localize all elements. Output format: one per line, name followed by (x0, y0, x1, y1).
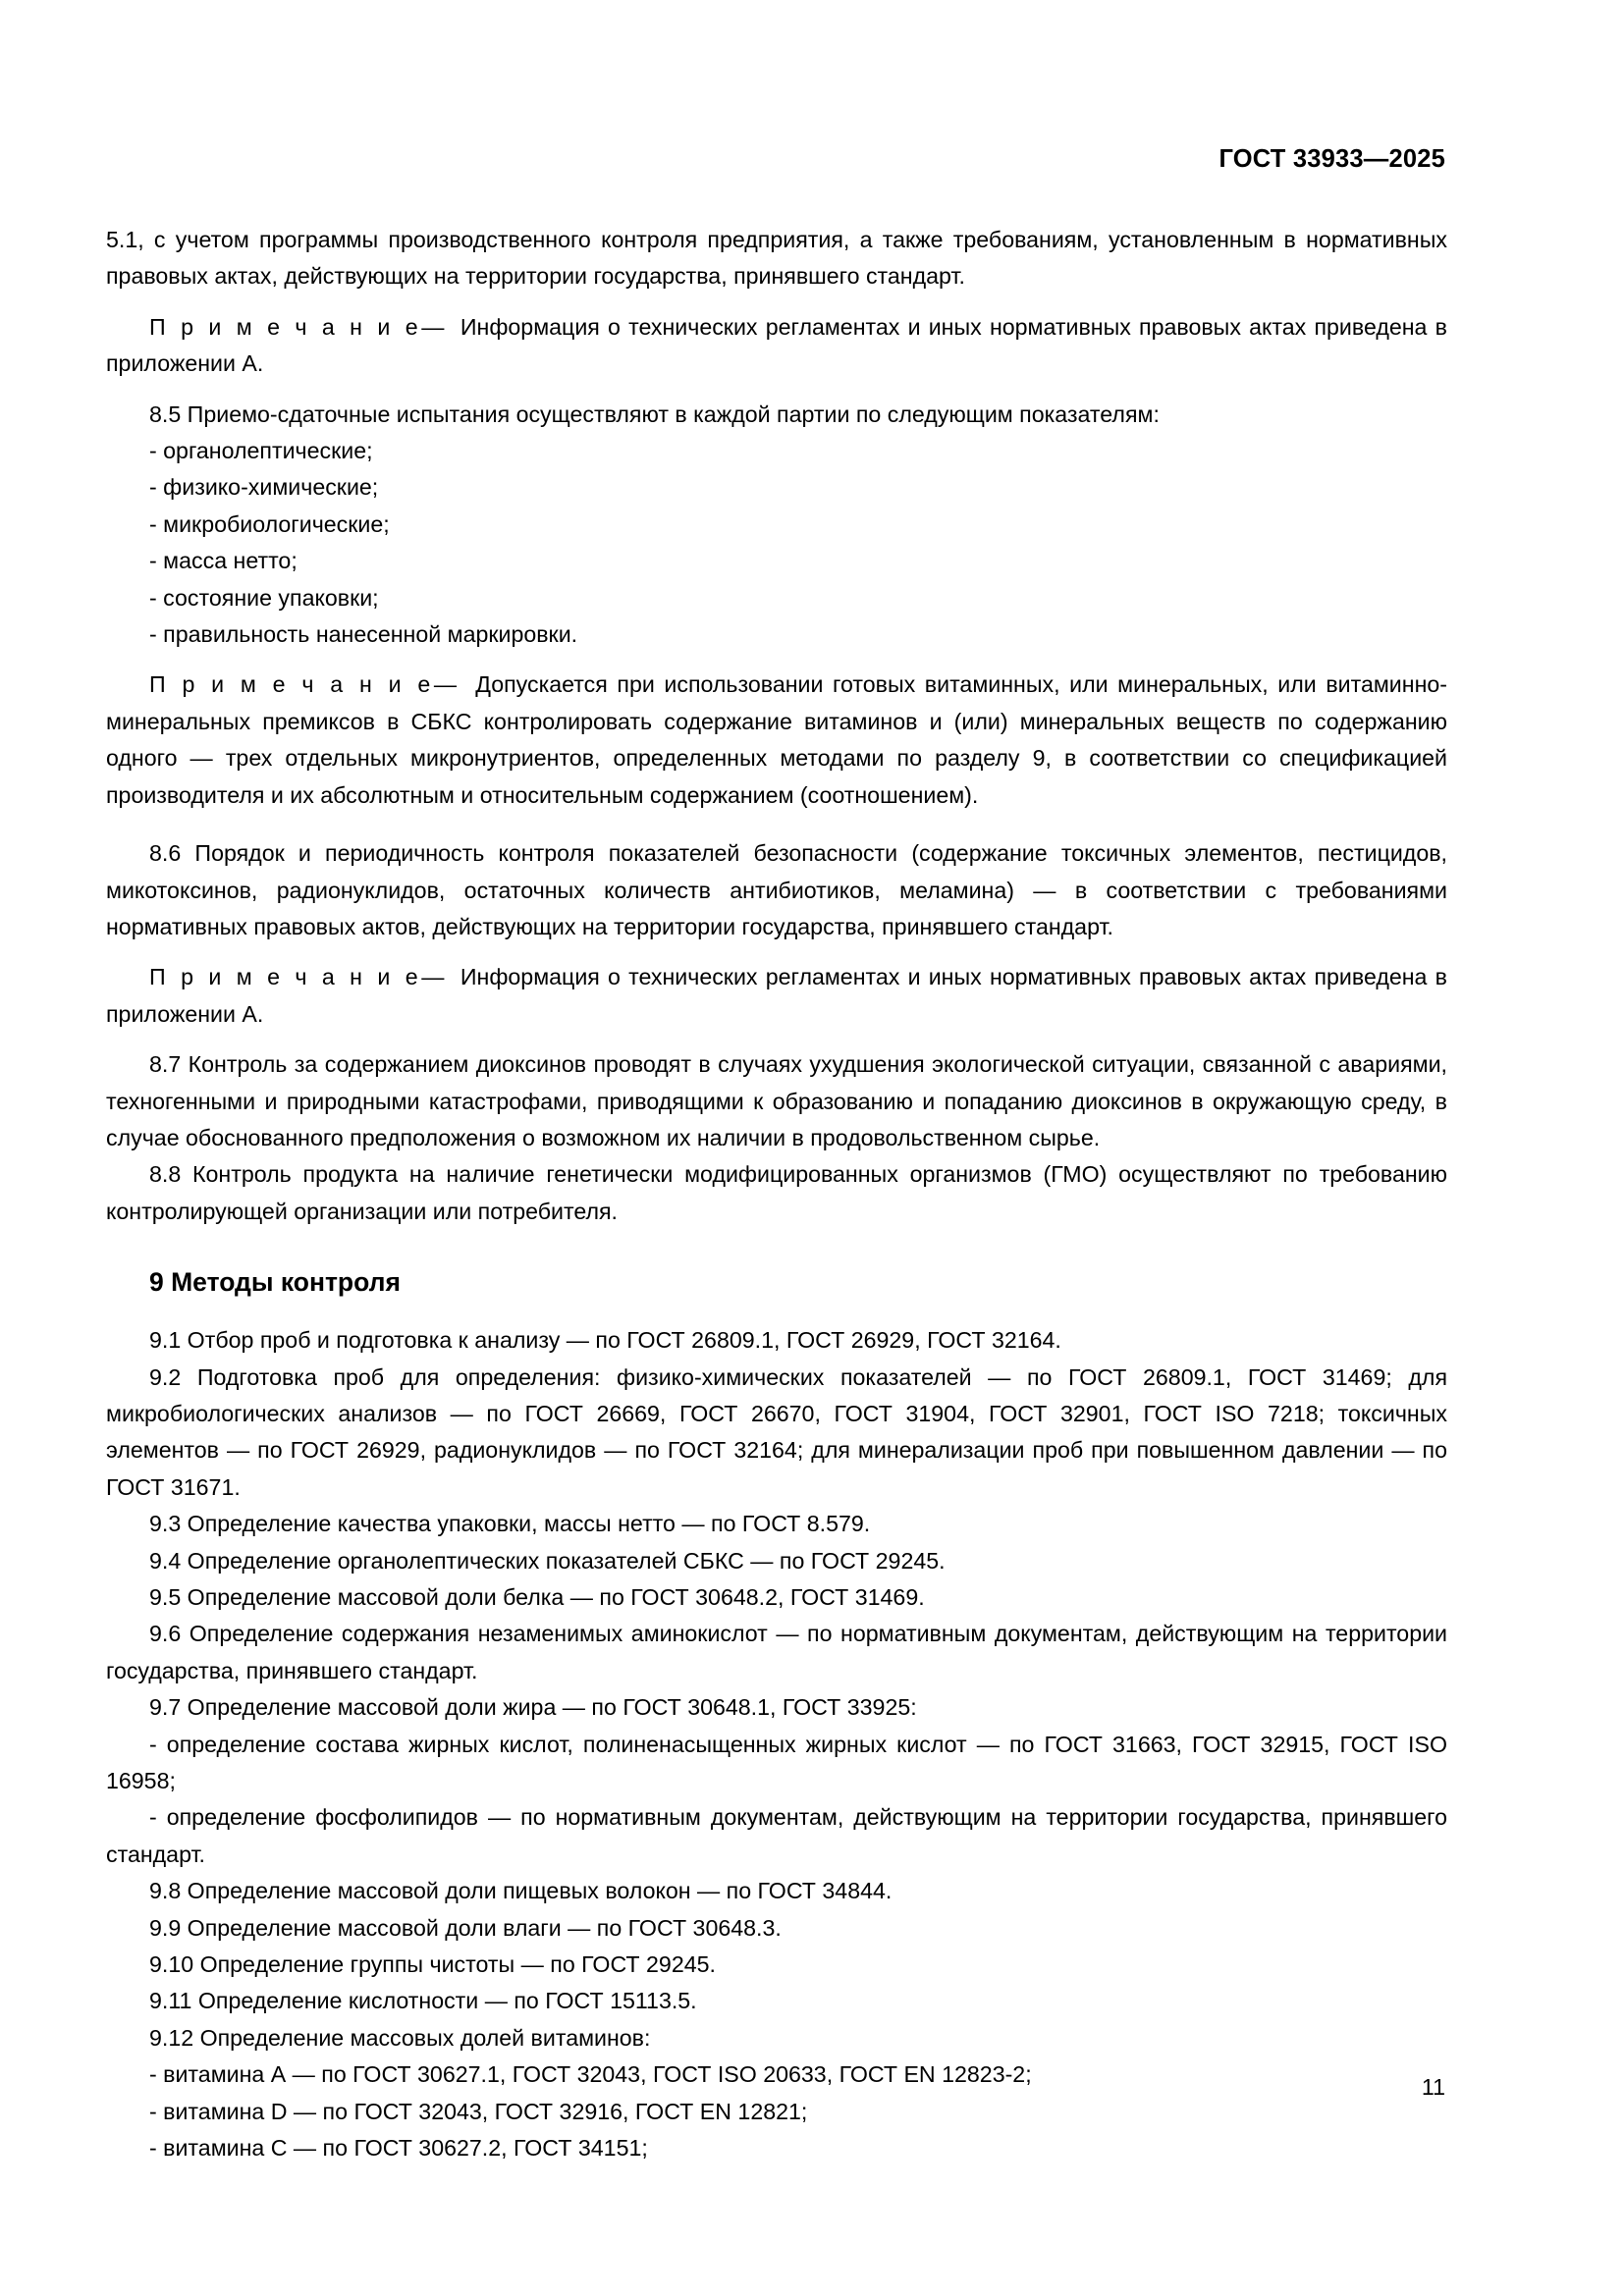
section-heading-9: 9 Методы контроля (149, 1267, 401, 1298)
list-item: - определение состава жирных кислот, полиненасыщенных жирных кислот — по ГОСТ 31663, ГОСТ 32915, ГОСТ ISO 16958; (106, 1731, 1447, 1794)
list-item: - витамина D — по ГОСТ 32043, ГОСТ 32916, ГОСТ EN 12821; (149, 2098, 808, 2124)
note-2-dash: — (433, 671, 458, 698)
paragraph-9-4: 9.4 Определение органолептических показателей СБКС — по ГОСТ 29245. (149, 1547, 946, 1574)
note-2 (106, 667, 1447, 814)
note-1 (106, 309, 1447, 383)
note-3-text: Информация о технических регламентах и иных нормативных правовых актах приведена в приложении А. (106, 964, 1447, 1027)
paragraph-9-12: 9.12 Определение массовых долей витаминов: (149, 2024, 651, 2051)
note-1-label: П р и м е ч а н и е (149, 313, 422, 340)
paragraph-9-7: 9.7 Определение массовой доли жира — по ГОСТ 30648.1, ГОСТ 33925: (149, 1694, 917, 1721)
page-header-standard-number: ГОСТ 33933—2025 (1218, 145, 1445, 173)
note-1-text: Информация о технических регламентах и иных нормативных правовых актах приведена в приложении А. (106, 313, 1447, 377)
paragraph-8-8: 8.8 Контроль продукта на наличие генетически модифицированных организмов (ГМО) осуществляют по требованию контролирующей организации или потребителя. (106, 1161, 1447, 1224)
paragraph-8-7: 8.7 Контроль за содержанием диоксинов проводят в случаях ухудшения экологической ситуации, связанной с авариями, техногенными и природными катастрофами, приводящими к образованию и попаданию диоксинов в окружающую среду, в случае обоснованного предположения о возможном их наличии в продовольственном сырье. (106, 1051, 1447, 1150)
paragraph-9-8: 9.8 Определение массовой доли пищевых волокон — по ГОСТ 34844. (149, 1878, 893, 1904)
note-2-label: П р и м е ч а н и е (149, 671, 434, 698)
note-3-dash: — (421, 964, 445, 990)
page-number: 11 (1421, 2074, 1445, 2100)
paragraph-9-5: 9.5 Определение массовой доли белка — по ГОСТ 30648.2, ГОСТ 31469. (149, 1584, 925, 1610)
paragraph-9-3: 9.3 Определение качества упаковки, массы нетто — по ГОСТ 8.579. (149, 1511, 871, 1537)
paragraph-9-2: 9.2 Подготовка проб для определения: физико-химических показателей — по ГОСТ 26809.1, ГОСТ 31469; для микробиологических анализов — по ГОСТ 26669, ГОСТ 26670, ГОСТ 31904, ГОСТ 32901, ГОСТ ISO 7218; токсичных элементов — по ГОСТ 26929, радионуклидов — по ГОСТ 32164; для минерализации проб при повышенном давлении — по ГОСТ 31671. (106, 1363, 1447, 1500)
list-item: - состояние упаковки; (149, 584, 379, 611)
list-item: - определение фосфолипидов — по нормативным документам, действующим на территории государства, принявшего стандарт. (106, 1804, 1447, 1867)
paragraph-9-11: 9.11 Определение кислотности — по ГОСТ 15113.5. (149, 1988, 697, 2014)
list-item: - витамина А — по ГОСТ 30627.1, ГОСТ 32043, ГОСТ ISO 20633, ГОСТ EN 12823-2; (149, 2061, 1032, 2088)
paragraph-9-6: 9.6 Определение содержания незаменимых аминокислот — по нормативным документам, действующим на территории государства, принявшего стандарт. (106, 1621, 1447, 1683)
paragraph-5-1-continuation: 5.1, с учетом программы производственного контроля предприятия, а также требованиям, установленным в нормативных правовых актах, действующих на территории государства, принявшего стандарт. (106, 227, 1447, 290)
paragraph-9-10: 9.10 Определение группы чистоты — по ГОСТ 29245. (149, 1951, 716, 1978)
note-3-label: П р и м е ч а н и е (149, 964, 422, 990)
document-body (106, 222, 1447, 2167)
list-item: - правильность нанесенной маркировки. (149, 621, 578, 648)
list-item: - витамина С — по ГОСТ 30627.2, ГОСТ 34151; (149, 2135, 648, 2162)
list-item: - масса нетто; (149, 548, 298, 574)
list-item: - физико-химические; (149, 474, 379, 501)
paragraph-9-9: 9.9 Определение массовой доли влаги — по ГОСТ 30648.3. (149, 1914, 782, 1941)
paragraph-8-6: 8.6 Порядок и периодичность контроля показателей безопасности (содержание токсичных элементов, пестицидов, микотоксинов, радионуклидов, остаточных количеств антибиотиков, меламина) — в соответствии с требованиями нормативных правовых актов, действующих на территории государства, принявшего стандарт. (106, 840, 1447, 939)
paragraph-9-1: 9.1 Отбор проб и подготовка к анализу — по ГОСТ 26809.1, ГОСТ 26929, ГОСТ 32164. (149, 1327, 1061, 1354)
list-item: - органолептические; (149, 438, 373, 464)
note-3 (106, 959, 1447, 1033)
note-2-text: Допускается при использовании готовых витаминных, или минеральных, или витаминно-минеральных премиксов в СБКС контролировать содержание витаминов и (или) минеральных веществ по содержанию одного — трех отдельных микронутриентов, определенных методами по разделу 9, в соответствии со спецификацией производителя и их абсолютным и относительным содержанием (соотношением). (106, 671, 1447, 808)
list-item: - микробиологические; (149, 510, 390, 537)
note-1-dash: — (421, 313, 445, 340)
paragraph-8-5: 8.5 Приемо-сдаточные испытания осуществляют в каждой партии по следующим показателям: (149, 400, 1160, 427)
